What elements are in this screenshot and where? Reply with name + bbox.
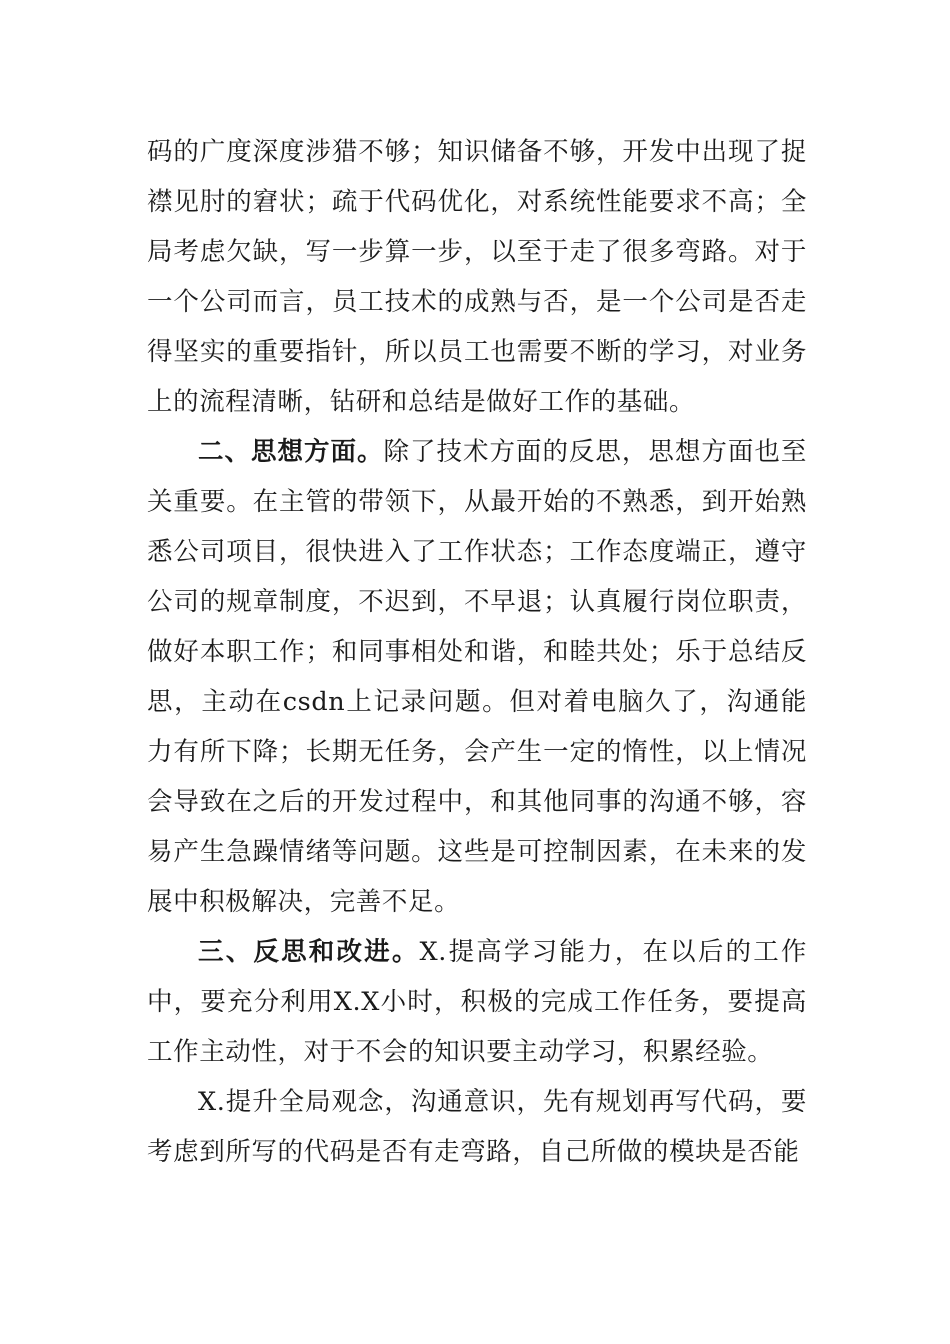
paragraph-text: 码的广度深度涉猎不够；知识储备不够，开发中出现了捉襟见肘的窘状；疏于代码优化，对系统性能要求不高；全局考虑欠缺，写一步算一步，以至于走了很多弯路。对于一个公司而言，员工技术的成熟与否，是一个公司是否走得坚实的重要指针，所以员工也需要不断的学习，对业务上的流程清晰，钻研和总结是做好工作的基础。 bbox=[147, 137, 807, 417]
document-body bbox=[147, 127, 807, 1177]
section-heading-thought: 二、思想方面。 bbox=[198, 437, 384, 467]
paragraph-text: X.提升全局观念，沟通意识，先有规划再写代码，要考虑到所写的代码是否有走弯路，自己所做的模块是否能 bbox=[147, 1087, 807, 1167]
paragraph-reflection bbox=[147, 927, 807, 1077]
section-heading-reflection: 三、反思和改进。 bbox=[198, 937, 420, 967]
paragraph-technical-continued bbox=[147, 127, 807, 427]
paragraph-text: 除了技术方面的反思，思想方面也至关重要。在主管的带领下，从最开始的不熟悉，到开始熟悉公司项目，很快进入了工作状态；工作态度端正，遵守公司的规章制度，不迟到，不早退；认真履行岗位职责，做好本职工作；和同事相处和谐，和睦共处；乐于总结反思，主动在csdn上记录问题。但对着电脑久了，沟通能力有所下降；长期无任务，会产生一定的惰性，以上情况会导致在之后的开发过程中，和其他同事的沟通不够，容易产生急躁情绪等问题。这些是可控制因素，在未来的发展中积极解决，完善不足。 bbox=[147, 437, 807, 917]
paragraph-global-view bbox=[147, 1077, 807, 1177]
paragraph-thought bbox=[147, 427, 807, 927]
paragraph-text: X.提高学习能力，在以后的工作中，要充分利用X.X小时，积极的完成工作任务，要提高工作主动性，对于不会的知识要主动学习，积累经验。 bbox=[147, 937, 807, 1067]
